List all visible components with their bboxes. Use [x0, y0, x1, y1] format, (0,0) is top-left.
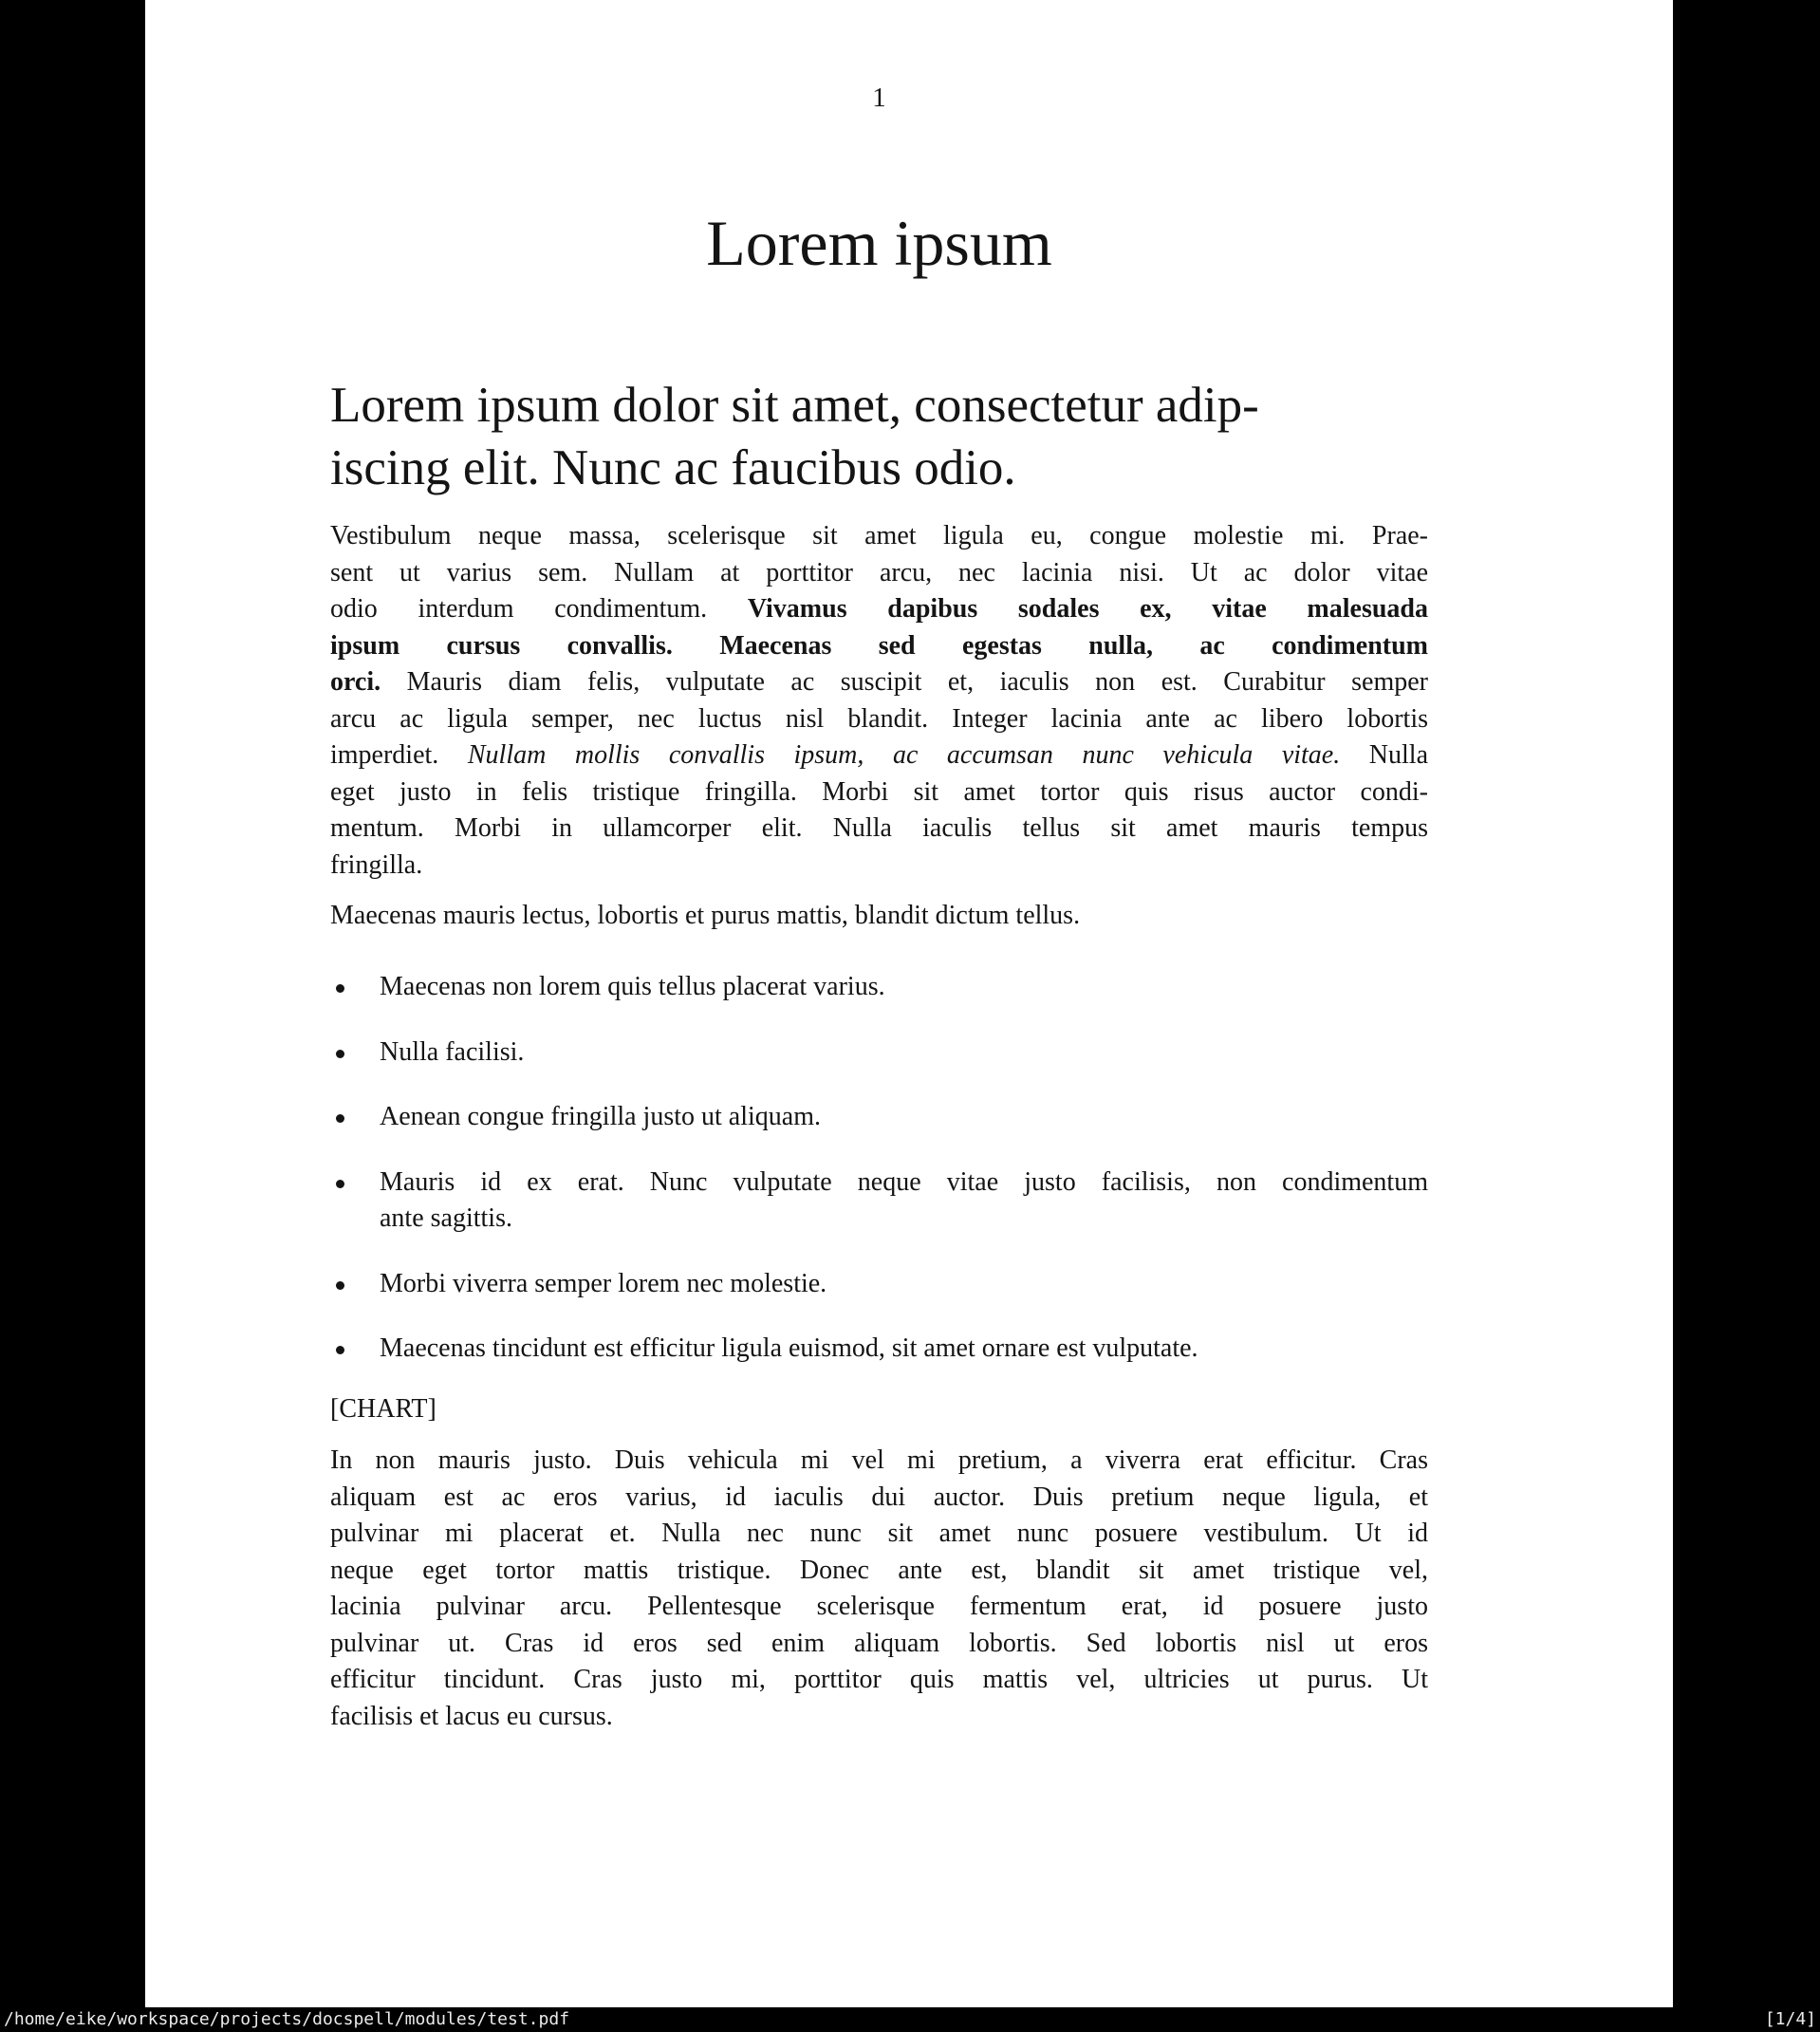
text-line: imperdiet. Nullam mollis convallis ipsum, ac accumsan nunc vehicula vitae. Nulla [330, 740, 1429, 770]
list-item-text [380, 1035, 1428, 1072]
bullet-icon [336, 1114, 344, 1123]
chart-placeholder: [CHART] [330, 1394, 436, 1424]
text-line: Maecenas mauris lectus, lobortis et purus mattis, blandit dictum tellus. [330, 901, 1081, 930]
list-item [330, 1266, 1428, 1303]
text-line: Mauris id ex erat. Nunc vulputate neque vitae justo facilisis, non condimentum [380, 1166, 1428, 1197]
text-line: pulvinar mi placerat et. Nulla nec nunc sit amet nunc posuere vestibulum. Ut id [330, 1519, 1428, 1548]
pdf-page [145, 0, 1673, 2007]
text-line: neque eget tortor mattis tristique. Donec ante est, blandit sit amet tristique vel, [330, 1555, 1428, 1585]
list-item-text [380, 1266, 1428, 1303]
list-item [330, 1165, 1428, 1238]
text-line: efficitur tincidunt. Cras justo mi, porttitor quis mattis vel, ultricies ut purus. Ut [330, 1665, 1428, 1694]
text-line: fringilla. [330, 849, 423, 880]
text-line: Aenean congue fringilla justo ut aliquam. [380, 1102, 821, 1131]
bullet-icon [336, 1281, 344, 1290]
paragraph-3 [330, 1443, 1428, 1735]
text-line: facilisis et lacus eu cursus. [330, 1701, 613, 1731]
list-item [330, 1331, 1428, 1368]
text-line: ipsum cursus convallis. Maecenas sed egestas nulla, ac condimentum [330, 630, 1428, 661]
text-line: odio interdum condimentum. Vivamus dapibus sodales ex, vitae malesuada [330, 594, 1428, 624]
text-line: arcu ac ligula semper, nec luctus nisl blandit. Integer lacinia ante ac libero lobortis [330, 703, 1428, 734]
list-item-text [380, 969, 1428, 1006]
document-title: Lorem ipsum [706, 207, 1052, 279]
list-item-text [380, 1099, 1428, 1136]
text-line: Nulla facilisi. [380, 1036, 525, 1067]
list-item-text [380, 1331, 1428, 1368]
text-line: Lorem ipsum dolor sit amet, consectetur adip- [330, 378, 1259, 433]
text-line: aliquam est ac eros varius, id iaculis dui auctor. Duis pretium neque ligula, et [330, 1482, 1428, 1512]
text-line: orci. Mauris diam felis, vulputate ac suscipit et, iaculis non est. Curabitur semper [330, 667, 1428, 697]
text-line: Maecenas non lorem quis tellus placerat varius. [380, 972, 885, 1001]
bullet-icon [336, 1180, 344, 1188]
bullet-icon [336, 1346, 344, 1354]
text-line: Vestibulum neque massa, scelerisque sit amet ligula eu, congue molestie mi. Prae- [330, 521, 1428, 550]
text-line: iscing elit. Nunc ac faucibus odio. [330, 440, 1016, 495]
status-bar [0, 2007, 1820, 2032]
bullet-icon [336, 984, 344, 993]
text-line: Morbi viverra semper lorem nec molestie. [380, 1268, 827, 1298]
bullet-icon [336, 1050, 344, 1058]
list-item [330, 1099, 1428, 1136]
section-heading [330, 374, 1428, 499]
page-number: 1 [872, 83, 886, 113]
page-content [330, 0, 1428, 2007]
text-line: Maecenas tincidunt est efficitur ligula euismod, sit amet ornare est vulputate. [380, 1333, 1198, 1363]
text-line: eget justo in felis tristique fringilla. Morbi sit amet tortor quis risus auctor condi- [330, 776, 1428, 807]
page-indicator: [1/4] [1764, 2009, 1816, 2029]
bullet-list [330, 969, 1428, 1368]
text-line: In non mauris justo. Duis vehicula mi vel mi pretium, a viverra erat efficitur. Cras [330, 1445, 1428, 1475]
list-item [330, 969, 1428, 1006]
text-line: mentum. Morbi in ullamcorper elit. Nulla iaculis tellus sit amet mauris tempus [330, 813, 1428, 843]
text-line: ante sagittis. [380, 1203, 512, 1233]
paragraph-1 [330, 518, 1428, 884]
file-path: /home/eike/workspace/projects/docspell/modules/test.pdf [4, 2009, 570, 2029]
list-item-text [380, 1165, 1428, 1238]
list-item [330, 1035, 1428, 1072]
text-line: lacinia pulvinar arcu. Pellentesque scelerisque fermentum erat, id posuere justo [330, 1592, 1428, 1621]
paragraph-2 [330, 898, 1428, 935]
text-line: sent ut varius sem. Nullam at porttitor arcu, nec lacinia nisi. Ut ac dolor vitae [330, 557, 1428, 587]
text-line: pulvinar ut. Cras id eros sed enim aliquam lobortis. Sed lobortis nisl ut eros [330, 1628, 1428, 1658]
